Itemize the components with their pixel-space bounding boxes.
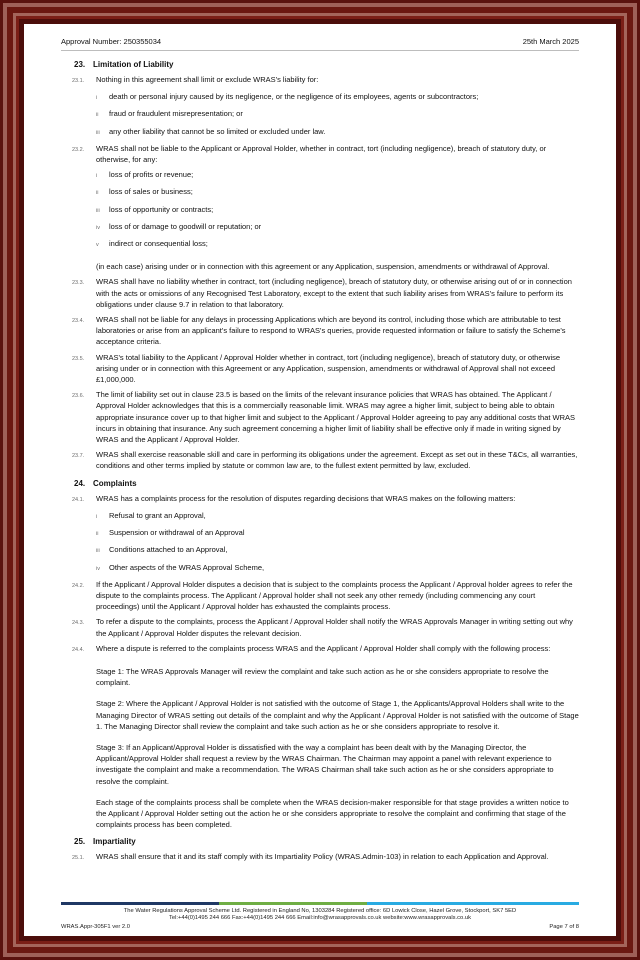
block-text: The limit of liability set out in clause 23.5 is based on the limits of the relevant insurance policies that WRAS has obtained. The Applicant / Approval Holder acknowledges that this is a commercially reasonable limit. WRAS may agree a higher limit, subject to being able to obtain appropriate insurance cover up to that higher limit and subject to the Applicant / Approval Holder agreeing to pay any additional costs that WRAS incurs in obtaining that insurance. Any such agreement concerning a higher limit of liability shall be effective only if made in writing signed by WRAS and the Applicant / Approval Holder. xyxy=(96,390,576,445)
footer-bar-green-segment xyxy=(219,902,367,905)
footer-bar-navy-segment xyxy=(61,902,219,905)
block-text: (in each case) arising under or in connection with this agreement or any Application, suspension, amendments or withdrawal of Approval. xyxy=(96,262,550,272)
block-text: Nothing in this agreement shall limit or exclude WRAS's liability for: xyxy=(96,75,319,84)
block-text: death or personal injury caused by its negligence, or the negligence of its employees, agents or subcontractors; xyxy=(109,92,479,102)
list-item xyxy=(96,238,579,251)
list-item xyxy=(96,108,579,121)
block-text: Each stage of the complaints process shall be complete when the WRAS decision-maker responsible for that stage provides a written notice to the Applicant / Approval Holder setting out the action he or she considers appropriate to resolve the complaint and confirming that stage of the complaints process has been completed. xyxy=(96,797,569,830)
list-marker: iv xyxy=(96,565,100,572)
block-text: Other aspects of the WRAS Approval Scheme, xyxy=(109,562,265,572)
document-reference: WRAS.Appr-305F1 ver 2.0 xyxy=(61,924,130,930)
list-marker: ii xyxy=(96,190,99,197)
block-text: indirect or consequential loss; xyxy=(109,239,208,249)
block-text: Where a dispute is referred to the complaints process WRAS and the Applicant / Approval Holder shall comply with the following process: xyxy=(96,643,551,653)
clause xyxy=(72,74,579,87)
clause-number: 24.2. xyxy=(72,582,85,589)
page-number: Page 7 of 8 xyxy=(549,924,579,930)
block-text: WRAS's total liability to the Applicant / Approval Holder whether in contract, tort (including negligence), breach of statutory duty, or otherwise arising under or in connection with this Agreement or any Application, suspension, amendments or withdrawal of Approval shall not exceed £1,000,000. xyxy=(96,352,561,385)
list-item xyxy=(96,221,579,234)
list-marker: i xyxy=(96,95,98,102)
clause-number: 24.1. xyxy=(72,496,85,503)
clause xyxy=(72,389,579,445)
clause-number: 23.5. xyxy=(72,355,85,362)
block-text: WRAS shall not be liable for any delays in processing Applications which are beyond its control, including those which are attributable to test laboratories or arise from an applicant's failure to respond to WRAS's queries, provide requested information or failure to satisfy the Scheme's acceptance criteria. xyxy=(96,315,566,347)
block-text: loss of or damage to goodwill or reputation; or xyxy=(109,221,262,231)
list-marker: ii xyxy=(96,112,99,119)
list-item xyxy=(96,510,579,523)
list-item xyxy=(96,562,579,575)
footer-bar-blue-segment xyxy=(367,902,579,905)
block-text: WRAS shall not be liable to the Applicant or Approval Holder, whether in contract, tort (including negligence), breach of statutory duty, or otherwise, for any: xyxy=(96,143,547,165)
clause-number: 23.7. xyxy=(72,453,85,460)
block-text: WRAS has a complaints process for the resolution of disputes regarding decisions that WRAS makes on the following matters: xyxy=(96,493,516,503)
clause-number: 24.4. xyxy=(72,646,85,653)
block-text: WRAS shall have no liability whether in contract, tort (including negligence), breach of statutory duty, or otherwise arising out of or in connection with the acts or omissions of any Recognised Test Laboratory, except to the extent that such liability arises from WRAS's failure to perform its obligations under clause 9.7 in relation to that laboratory. xyxy=(96,277,572,309)
footer-color-bar xyxy=(61,902,579,905)
clause-number: 23.3. xyxy=(72,280,85,287)
block-text: Stage 3: If an Applicant/Approval Holder is dissatisfied with the way a complaint has been dealt with by the Managing Director, the Applicant/Approval Holder shall request a review by the WRAS Chairman. The Chairman may appoint a panel with relevant experience to investigate the complaint and make a recommendation. The WRAS Chairman shall take such action as he or she considers appropriate to resolve the complaint. xyxy=(96,742,554,786)
list-marker: iii xyxy=(96,207,100,214)
block-text: fraud or fraudulent misrepresentation; or xyxy=(109,109,243,119)
document-page xyxy=(24,24,616,936)
clause xyxy=(72,449,579,471)
clause-number: 25.1. xyxy=(72,855,85,862)
section-title: Impartiality xyxy=(93,837,136,847)
clause xyxy=(72,579,579,613)
section-heading xyxy=(74,59,579,70)
clause xyxy=(72,352,579,386)
clause-number: 24.3. xyxy=(72,620,85,627)
clause xyxy=(72,314,579,348)
clause xyxy=(72,616,579,638)
footer-company-info xyxy=(61,908,579,923)
document-date: 25th March 2025 xyxy=(522,37,579,46)
list-marker: iii xyxy=(96,548,100,555)
clause xyxy=(72,493,579,506)
clause xyxy=(72,851,579,864)
section-title: Complaints xyxy=(93,478,137,488)
clause-number: 23.2. xyxy=(72,146,85,153)
clause-number: 23.6. xyxy=(72,393,85,400)
block-text: loss of sales or business; xyxy=(109,187,193,197)
document-content xyxy=(61,53,579,896)
paragraph xyxy=(96,261,579,272)
list-item xyxy=(96,126,579,139)
section-heading xyxy=(74,478,579,489)
list-item xyxy=(96,527,579,540)
section-title: Limitation of Liability xyxy=(93,60,174,69)
block-text: loss of profits or revenue; xyxy=(109,170,194,180)
footer-registration-line: The Water Regulations Approval Scheme Ltd. Registered in England No, 1303284 Registered office: 6D Lowick Close, Hazel Grove, Stockport, SK7 5ED xyxy=(123,907,517,914)
paragraph xyxy=(96,666,579,688)
header-divider xyxy=(61,50,579,51)
list-marker: v xyxy=(96,242,99,249)
list-item xyxy=(96,204,579,217)
block-text: Conditions attached to an Approval, xyxy=(109,545,228,555)
list-item xyxy=(96,169,579,182)
clause-number: 23.4. xyxy=(72,318,85,325)
paragraph xyxy=(96,742,579,787)
paragraph xyxy=(96,797,579,831)
list-marker: ii xyxy=(96,531,99,538)
page-footer xyxy=(61,902,579,930)
block-text: Stage 2: Where the Applicant / Approval Holder is not satisfied with the outcome of Stage 1, the Applicants/Approval Holders shall write to the Managing Director of WRAS setting out details of the complaint and why the Applicant / Approval Holder is not satisfied with the outcome of Stage 1. The Managing Director shall review the complaint and take such action as he or she considers appropriate to resolve it. xyxy=(96,699,579,731)
clause xyxy=(72,276,579,310)
block-text: any other liability that cannot be so limited or excluded under law. xyxy=(109,126,326,136)
list-item xyxy=(96,186,579,199)
block-text: WRAS shall ensure that it and its staff comply with its Impartiality Policy (WRAS.Admin-103) in relation to each Application and Approval. xyxy=(96,852,549,862)
list-marker: iii xyxy=(96,129,100,136)
clause xyxy=(72,143,579,165)
section-number: 23. xyxy=(74,60,86,69)
block-text: Suspension or withdrawal of an Approval xyxy=(109,528,245,538)
section-number: 25. xyxy=(74,837,86,847)
clause-number: 23.1. xyxy=(72,78,85,84)
block-text: Stage 1: The WRAS Approvals Manager will review the complaint and take such action as he or she considers appropriate to resolve the complaint. xyxy=(96,666,549,688)
list-marker: i xyxy=(96,173,98,180)
list-marker: iv xyxy=(96,224,100,231)
footer-contact-line: Tel:+44(0)1495 244 666 Fax:+44(0)1495 244 666 Email:info@wrasapprovals.co.uk website:www.wrasapprovals.co.uk xyxy=(168,915,471,922)
clause xyxy=(72,643,579,656)
approval-number: Approval Number: 250355034 xyxy=(61,37,162,46)
page-header xyxy=(61,37,579,46)
list-item xyxy=(96,91,579,104)
block-text: To refer a dispute to the complaints, process the Applicant / Approval Holder shall notify the WRAS Approvals Manager in writing setting out why the Applicant / Approval Holder disputes the relevant decision. xyxy=(96,617,573,638)
section-number: 24. xyxy=(74,478,86,488)
list-marker: i xyxy=(96,513,98,520)
block-text: If the Applicant / Approval Holder disputes a decision that is subject to the complaints process the Applicant / Approval holder agrees to refer the dispute to the complaints process. The Applicant / Approval holder shall not seek any other remedy (including commencing any court proceedings) until the Applicant / Approval holder has exhausted the complaints process. xyxy=(96,579,573,612)
paragraph xyxy=(96,698,579,732)
list-item xyxy=(96,544,579,557)
block-text: Refusal to grant an Approval, xyxy=(109,510,206,520)
block-text: loss of opportunity or contracts; xyxy=(109,204,214,214)
block-text: WRAS shall exercise reasonable skill and care in performing its obligations under the agreement. Except as set out in these T&Cs, all warranties, conditions and other terms implied by statute or common law are, to the fullest extent permitted by law, excluded. xyxy=(96,450,578,471)
section-heading xyxy=(74,836,579,847)
